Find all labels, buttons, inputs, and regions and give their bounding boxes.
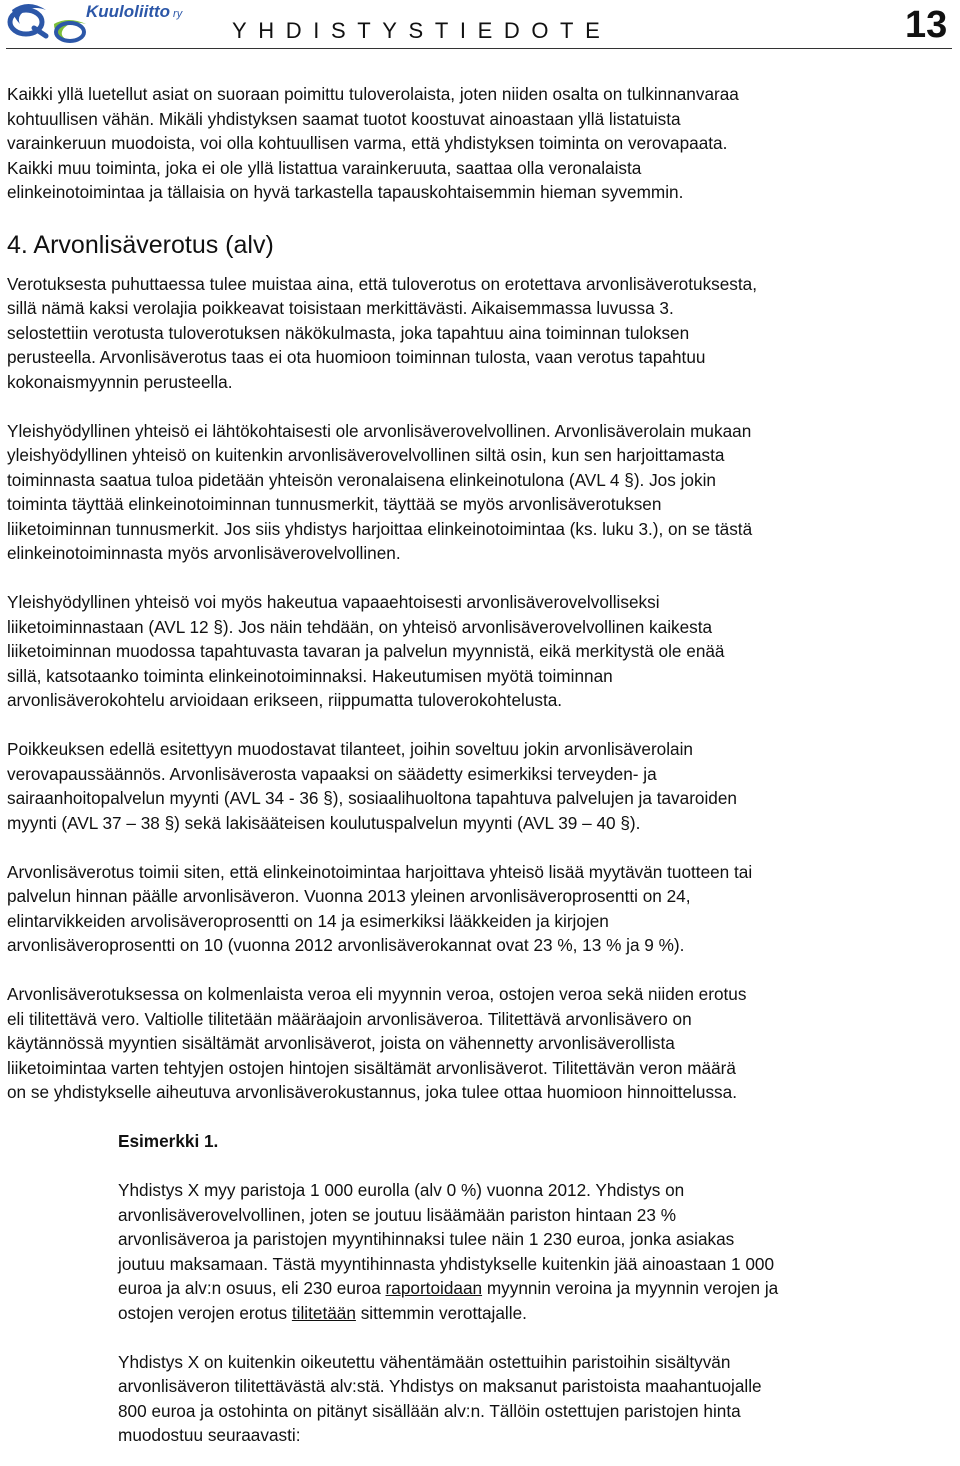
page-header [0,0,960,52]
text-line: on se yhdistykselle aiheutuva arvonlisäverokustannus, joka tulee ottaa huomioon hinnoittelussa. [7,1082,737,1102]
intro-paragraph [7,82,957,205]
kuuloliitto-logo [6,2,183,42]
text-line: liiketoimintaa varten tehtyjen ostojen hintojen sisältämät arvonlisäverot. Tilitettävän veron määrä [7,1057,736,1078]
text-line: palvelun hinnan päälle arvonlisäveron. Vuonna 2013 yleinen arvonlisäveroprosentti on 24, [7,886,691,906]
text-line: eli tilitettävä vero. Valtiolle tilitetään määräajoin arvonlisäveroa. Tilitettävä arvonlisävero on [7,1008,692,1029]
text-line: Verotuksesta puhuttaessa tulee muistaa aina, että tuloverotus on erotettava arvonlisäverotuksesta, [7,273,758,294]
text-segment: sittemmin verottajalle. [355,1302,527,1323]
text-line: kohtuullisen vähän. Mikäli yhdistyksen saamat tuotot koostuvat ainoastaan yllä listatuista [7,108,681,129]
underlined-term: tilitetään [291,1302,356,1323]
text-line: Poikkeuksen edellä esitettyyn muodostavat tilanteet, joihin soveltuu jokin arvonlisäverolain [7,739,693,759]
text-segment: myynnin veroina ja myynnin verojen ja [482,1278,779,1298]
text-line [118,1276,957,1301]
text-line: sillä nämä kaksi verolajia poikkeavat toisistaan merkittävästi. Aikaisemmassa luvussa 3. [7,298,674,318]
text-line: muodostuu seuraavasti: [118,1425,301,1445]
text-line: arvonlisäverovelvollinen, joten se joutuu lisäämään pariston hintaan 23 % [118,1204,676,1225]
text-line: myynti (AVL 37 – 38 §) sekä lakisääteisen koulutuspalvelun myynti (AVL 39 – 40 §). [7,812,641,833]
example-paragraph-1 [118,1178,957,1325]
text-segment: ostojen verojen erotus [118,1302,292,1323]
text-line: sillä, katsotaanko toiminta elinkeinotoiminnaksi. Hakeutumisen myötä toiminnan [7,665,613,686]
text-line: Arvonlisäverotus toimii siten, että elinkeinotoimintaa harjoittava yhteisö lisää myytävän tuotteen tai [7,861,753,882]
text-line: joutuu maksamaan. Tästä myyntihinnasta yhdistykselle kuitenkin jää ainoastaan 1 000 [118,1253,775,1274]
text-line: yleishyödyllinen yhteisö on kuitenkin arvonlisäverovelvollinen siltä osin, kun sen harjoittamasta [7,445,725,465]
paragraph-6 [7,982,957,1105]
paragraph-4 [7,737,957,835]
text-line: verovapaussäännös. Arvonlisäverosta vapaaksi on säädetty esimerkiksi terveyden- ja [7,763,657,784]
text-line: arvonlisäveroprosentti on 10 (vuonna 2012 arvonlisäverokannat ovat 23 %, 13 % ja 9 %). [7,935,685,955]
paragraph-5 [7,860,957,958]
section-heading: 4. Arvonlisäverotus (alv) [7,230,274,259]
text-line: arvonlisäveron tilitettävästä alv:stä. Yhdistys on maksanut paristoista maahantuojalle [118,1376,762,1396]
page-body [7,82,957,1448]
page-number: 13 [905,4,948,46]
text-line: liiketoiminnastaan (AVL 12 §). Jos näin tehdään, on yhteisö arvonlisäverovelvollinen kaikesta [7,616,713,637]
text-line: elinkeinotoimintaa ja tällaisia on hyvä tarkastella tapauskohtaisemmin hieman syvemmin. [7,182,684,202]
text-line: Yleishyödyllinen yhteisö ei lähtökohtaisesti ole arvonlisäverovelvollinen. Arvonlisäverolain mukaan [7,420,752,441]
text-line: perusteella. Arvonlisäverotus taas ei ota huomioon toiminnan tulosta, vaan verotus tapahtuu [7,347,706,367]
text-line: 800 euroa ja ostohinta on pitänyt sisällään alv:n. Tällöin ostettujen paristojen hinta [118,1400,741,1421]
paragraph-1 [7,272,957,395]
example-block [7,1129,957,1448]
text-line: varainkeruun muodoista, voi olla kohtuullisen varma, että yhdistyksen toiminta on verovapaata. [7,133,728,153]
text-line: elintarvikkeiden arvolisäveroprosentti on 14 ja esimerkiksi lääkkeiden ja kirjojen [7,910,609,931]
text-line: liiketoiminnan muodossa tapahtuvasta tavaran ja palvelun myynnistä, eikä merkitystä ole enää [7,641,725,661]
text-line: käytännössä myyntien sisältämät arvonlisäverot, joista on vähennetty arvonlisäverollista [7,1033,675,1053]
paragraph-3 [7,590,957,713]
header-divider [6,48,952,49]
text-line: arvonlisäveroa ja paristojen myyntihinnaksi tulee näin 1 230 euroa, jonka asiakas [118,1229,735,1249]
text-line: kokonaismyynnin perusteella. [7,371,233,392]
text-line: toiminta täyttää elinkeinotoiminnan tunnusmerkit, täyttää se myös arvonlisäverotuksen [7,494,662,514]
text-line [118,1301,957,1326]
logo-name: Kuuloliitto [86,2,171,21]
example-heading: Esimerkki 1. [118,1131,219,1151]
paragraph-2 [7,419,957,566]
underlined-term: raportoidaan [385,1278,483,1298]
text-line: Arvonlisäverotuksessa on kolmenlaista veroa eli myynnin veroa, ostojen veroa sekä niiden erotus [7,984,747,1004]
text-line: selostettiin verotusta tuloverotuksen näkökulmasta, joka tapahtuu aina toiminnan tuloksen [7,322,690,343]
example-paragraph-2 [118,1350,957,1448]
logo-suffix: ry [173,8,183,20]
text-segment: euroa ja alv:n osuus, eli 230 euroa [118,1278,386,1298]
text-line: Yhdistys X on kuitenkin oikeutettu vähentämään ostettuihin paristoihin sisältyvän [118,1351,731,1372]
text-line: Yleishyödyllinen yhteisö voi myös hakeutua vapaaehtoisesti arvonlisäverovelvolliseksi [7,592,660,612]
text-line: arvonlisäverokohtelu arvioidaan erikseen, riippumatta tuloverokohtelusta. [7,690,563,710]
text-line: sairaanhoitopalvelun myynti (AVL 34 - 36 §), sosiaalihuoltona tapahtuva palvelujen ja tavaroiden [7,788,737,808]
text-line: liiketoiminnan tunnusmerkit. Jos siis yhdistys harjoittaa elinkeinotoimintaa (ks. luku 3.), on se tästä [7,518,753,539]
text-line: elinkeinotoiminnasta myös arvonlisäverovelvollinen. [7,543,401,563]
text-line: Yhdistys X myy paristoja 1 000 eurolla (alv 0 %) vuonna 2012. Yhdistys on [118,1180,685,1200]
text-line: toiminnasta saatua tuloa pidetään yhteisön veronalaisena elinkeinotulona (AVL 4 §). Jos jokin [7,469,716,490]
document-title: YHDISTYSTIEDOTE [232,18,612,43]
text-line: Kaikki yllä luetellut asiat on suoraan poimittu tuloverolaista, joten niiden osalta on tulkinnanvaraa [7,84,739,104]
text-line: Kaikki muu toiminta, joka ei ole yllä listattua varainkeruuta, saattaa olla veronalaista [7,157,642,178]
